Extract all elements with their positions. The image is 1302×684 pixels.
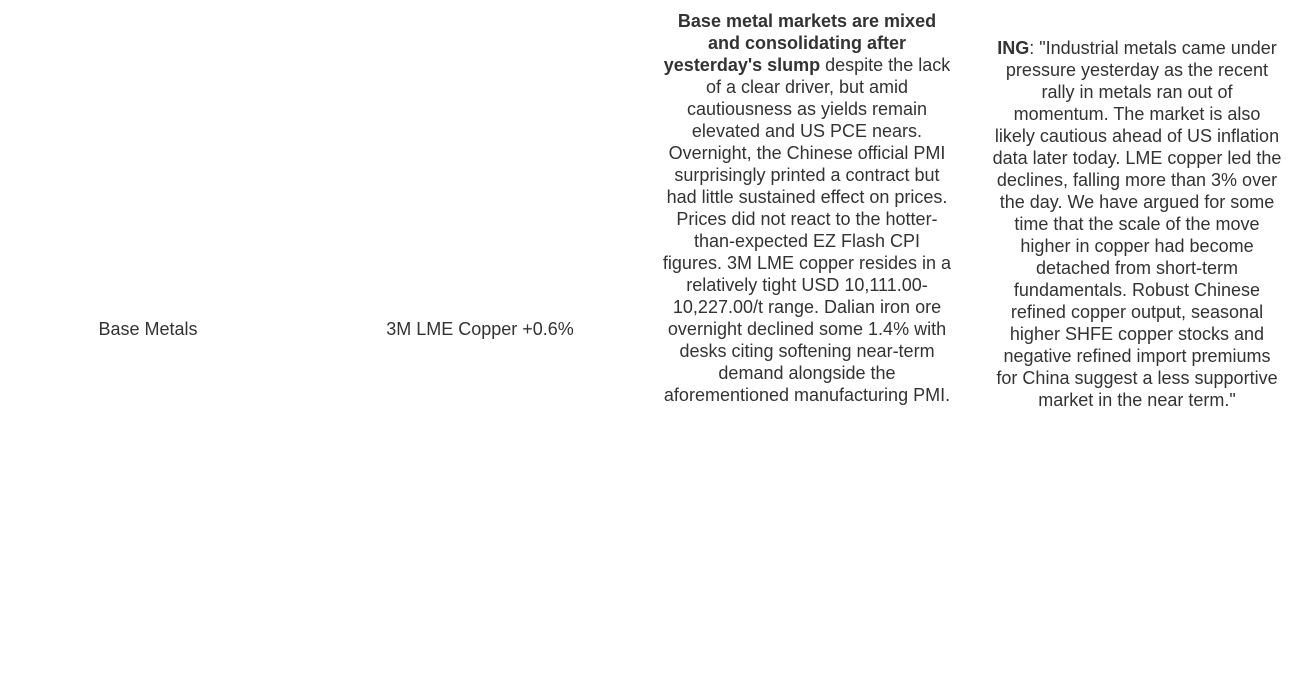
analyst-view-cell [992, 37, 1282, 411]
analyst-source: ING [997, 38, 1030, 58]
category-cell: Base Metals [98, 319, 198, 339]
commentary-headline: Base metal markets are mixed and consolidating after yesterday's slump [663, 11, 937, 75]
analyst-quote: : "Industrial metals came under pressure yesterday as the recent rally in metals ran out of momentum. The market is also likely cautious ahead of US inflation data later today. LME copper led the declines, falling more than 3% over the day. We have argued for some time that the scale of the move higher in copper had become detached from short-term fundamentals. Robust Chinese refined copper output, seasonal higher SHFE copper stocks and negative refined import premiums for China suggest a less supportive market in the near term." [992, 38, 1282, 410]
commentary-body: despite the lack of a clear driver, but amid cautiousness as yields remain elevated and US PCE nears. Overnight, the Chinese official PMI surprisingly printed a contract but had little sustained effect on prices. Prices did not react to the hotter-than-expected EZ Flash CPI figures. 3M LME copper resides in a relatively tight USD 10,111.00-10,227.00/t range. Dalian iron ore overnight declined some 1.4% with desks citing softening near-term demand alongside the aforementioned manufacturing PMI. [662, 55, 952, 405]
instrument-change-cell: 3M LME Copper +0.6% [386, 319, 574, 339]
commentary-cell [662, 10, 952, 406]
